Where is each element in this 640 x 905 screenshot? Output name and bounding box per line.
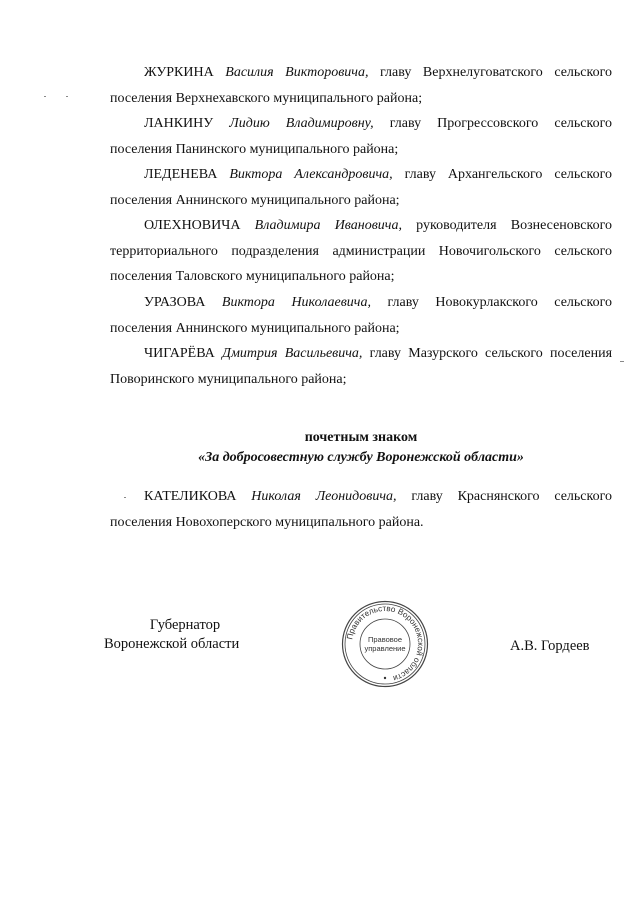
entry-position: главу Верхнелуговатского сельского поселения Верхнехавского муниципального района; [110, 65, 613, 106]
entry-position: руководителя Вознесеновского территориального подразделения администрации Новочигольского сельского поселения Таловского муниципального района; [110, 218, 612, 284]
entry-surname: ЛАНКИНУ [144, 116, 214, 131]
entry-ledenev [110, 162, 612, 213]
entry-katelikov [110, 484, 612, 535]
scan-speck [124, 497, 126, 498]
entry-position: главу Прогрессовского сельского поселения Панинского муниципального района; [110, 116, 612, 157]
signature-name [510, 637, 590, 656]
entry-position: главу Новокурлакского сельского поселения Аннинского муниципального района; [110, 295, 612, 336]
award-heading [110, 428, 612, 468]
award-type: почетным знаком [304, 430, 418, 445]
entry-surname: ОЛЕХНОВИЧА [144, 218, 241, 233]
award-title: «За добросовестную службу Воронежской области» [198, 450, 524, 465]
signature-title [130, 616, 240, 635]
entry-chigarev [110, 341, 612, 392]
entry-name: Василия Викторовича, [225, 65, 369, 80]
entry-surname: ЖУРКИНА [144, 65, 214, 80]
signature-name-text: А.В. Гордеев [510, 638, 590, 654]
entry-name: Виктора Николаевича, [221, 295, 371, 310]
signature-position: Губернатор [149, 617, 221, 633]
official-stamp [341, 600, 429, 688]
entry-surname: ЛЕДЕНЕВА [144, 167, 218, 182]
signature-region [104, 635, 239, 654]
scan-speck [44, 96, 46, 97]
entry-name: Лидию Владимировну, [229, 116, 374, 131]
entry-position: главу Архангельского сельского поселения Аннинского муниципального района; [110, 167, 612, 208]
entry-olekhnovich [110, 213, 612, 290]
entry-urazov [110, 290, 612, 341]
stamp-inner-line1: Правовое [367, 635, 403, 644]
scan-speck [620, 361, 624, 362]
entry-name: Виктора Александровича, [229, 167, 393, 182]
entry-name: Дмитрия Васильевича, [222, 346, 363, 361]
entry-lankina [110, 111, 612, 162]
scan-speck [66, 96, 68, 97]
entry-surname: КАТЕЛИКОВА [144, 489, 237, 504]
stamp-inner-line2: управление [364, 644, 406, 653]
signature-region-text: Воронежской области [104, 636, 240, 652]
entry-name: Владимира Ивановича, [254, 218, 402, 233]
entry-position: главу Мазурского сельского поселения Поворинского муниципального района; [110, 346, 613, 387]
entry-zhurkin [110, 60, 612, 111]
entry-surname: ЧИГАРЁВА [144, 346, 215, 361]
entry-position: главу Краснянского сельского поселения Новохоперского муниципального района. [110, 489, 612, 530]
entry-name: Николая Леонидовича, [251, 489, 397, 504]
stamp-ring-text: Правительство Воронежской области [345, 603, 426, 683]
entry-surname: УРАЗОВА [144, 295, 206, 310]
